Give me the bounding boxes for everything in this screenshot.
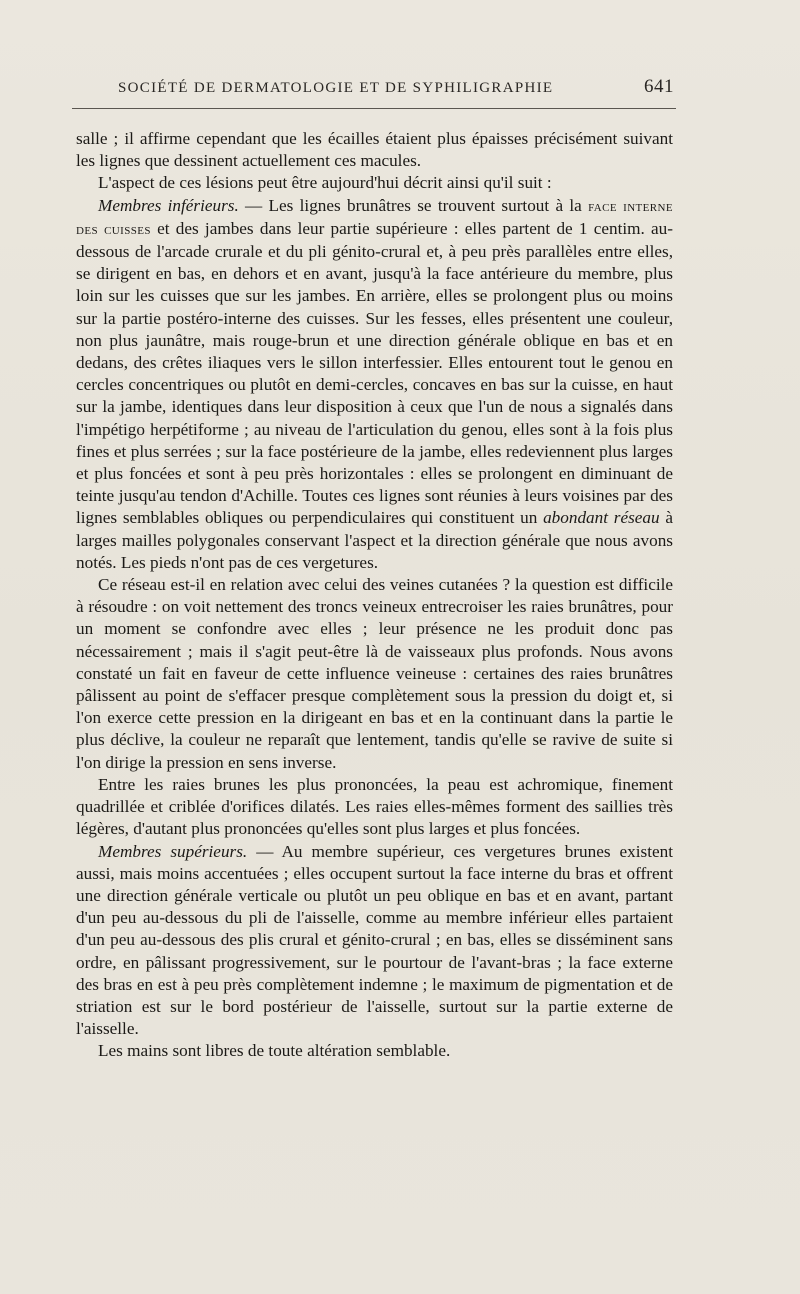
italic-term: abondant réseau xyxy=(543,508,660,528)
paragraph xyxy=(76,195,673,574)
small-caps-term: face interne des cuisses xyxy=(76,198,673,238)
paragraph: Les mains sont libres de toute altération semblable. xyxy=(98,1041,451,1061)
text-run: et des jambes dans leur partie supérieure : elles partent de 1 centim. au-dessous de l'arcade crurale et du pli génito-crural et, à peu près parallèles entre elles, se dirigent en bas, en dehors et en avant, jusqu'à la face antérieure du membre, plus loin sur les cuisses que sur les jambes. En arrière, elles se prolongent plus ou moins sur la partie postéro-interne des cuisses. Sur les fesses, elles présentent une couleur, non plus jaunâtre, mais rouge-brun et une direction générale oblique en bas et en dedans, des crêtes iliaques vers le sillon interfessier. Elles entourent tout le genou en cercles concentriques ou plutôt en demi-cercles, concaves en bas sur la cuisse, en haut sur la jambe, identiques dans leur disposition à ceux que l'un de nous a signalés dans l'impétigo herpétiforme ; au niveau de l'articulation du genou, elles sont à la fois plus fines et plus serrées ; sur la face postérieure de la jambe, elles redeviennent plus larges et plus foncées et sont à peu près horizontales : elles se prolongent en diminuant de teinte jusqu'au tendon d'Achille. Toutes ces lignes sont réunies à leurs voisines par des lignes semblables obliques ou perpendiculaires qui constituent un xyxy=(76,218,673,528)
paragraph: Ce réseau est-il en relation avec celui des veines cutanées ? la question est difficile à résoudre : on voit nettement des troncs veineux entrecroiser les raies brunâtres, pour un moment se confondre avec elles ; leur présence ne les produit donc pas nécessairement ; mais il s'agit peut-être là de vaisseaux plus profonds. Nous avons constaté un fait en faveur de cette influence veineuse : certaines des raies brunâtres pâlissent au point de s'effacer presque complètement sous la pression du doigt et, si l'on exerce cette pression en la dirigeant en bas et en la continuant dans la partie le plus déclive, la couleur ne reparaît que lentement, tandis qu'elle se ravive de suite si l'on dirige la pression en sens inverse. xyxy=(76,575,673,772)
running-header xyxy=(118,76,674,98)
section-heading: Membres inférieurs. xyxy=(98,195,239,215)
paragraph: salle ; il affirme cependant que les écailles étaient plus épaisses précisément suivant les lignes que dessinent actuellement ces macules. xyxy=(76,129,673,171)
paragraph: Entre les raies brunes les plus prononcées, la peau est achromique, finement quadrillée et criblée d'orifices dilatés. Les raies elles-mêmes forment des saillies très légères, d'autant plus prononcées qu'elles sont plus larges et plus foncées. xyxy=(76,774,673,839)
page-number: 641 xyxy=(644,76,674,97)
text-run: à larges mailles polygonales conservant l'aspect et la direction générale que nous avons notés. Les pieds n'ont pas de ces vergetures. xyxy=(76,508,673,572)
text-run: — Les lignes brunâtres se trouvent surtout à la xyxy=(238,195,589,215)
paragraph: L'aspect de ces lésions peut être aujourd'hui décrit ainsi qu'il suit : xyxy=(98,173,552,193)
body-text xyxy=(76,128,673,1063)
header-rule xyxy=(72,108,676,109)
text-run: — Au membre supérieur, ces vergetures brunes existent aussi, mais moins accentuées ; elles occupent surtout la face interne du bras et offrent une direction générale verticale ou plutôt un peu oblique en bas et en avant, partant d'un peu au-dessous du pli de l'aisselle, comme au membre inférieur elles partaient d'un peu au-dessous des plis crural et génito-crural ; en bas, elles se disséminent sans ordre, en pâlissant progressivement, sur le pourtour de l'avant-bras ; la face externe des bras en est à peu près complètement indemne ; le maximum de pigmentation et de striation est sur le bord postérieur de l'aisselle, surtout sur la partie externe de l'aisselle. xyxy=(76,841,673,1039)
section-heading: Membres supérieurs. xyxy=(98,841,248,861)
paragraph xyxy=(76,841,673,1041)
running-title: SOCIÉTÉ DE DERMATOLOGIE ET DE SYPHILIGRAPHIE xyxy=(118,80,554,96)
